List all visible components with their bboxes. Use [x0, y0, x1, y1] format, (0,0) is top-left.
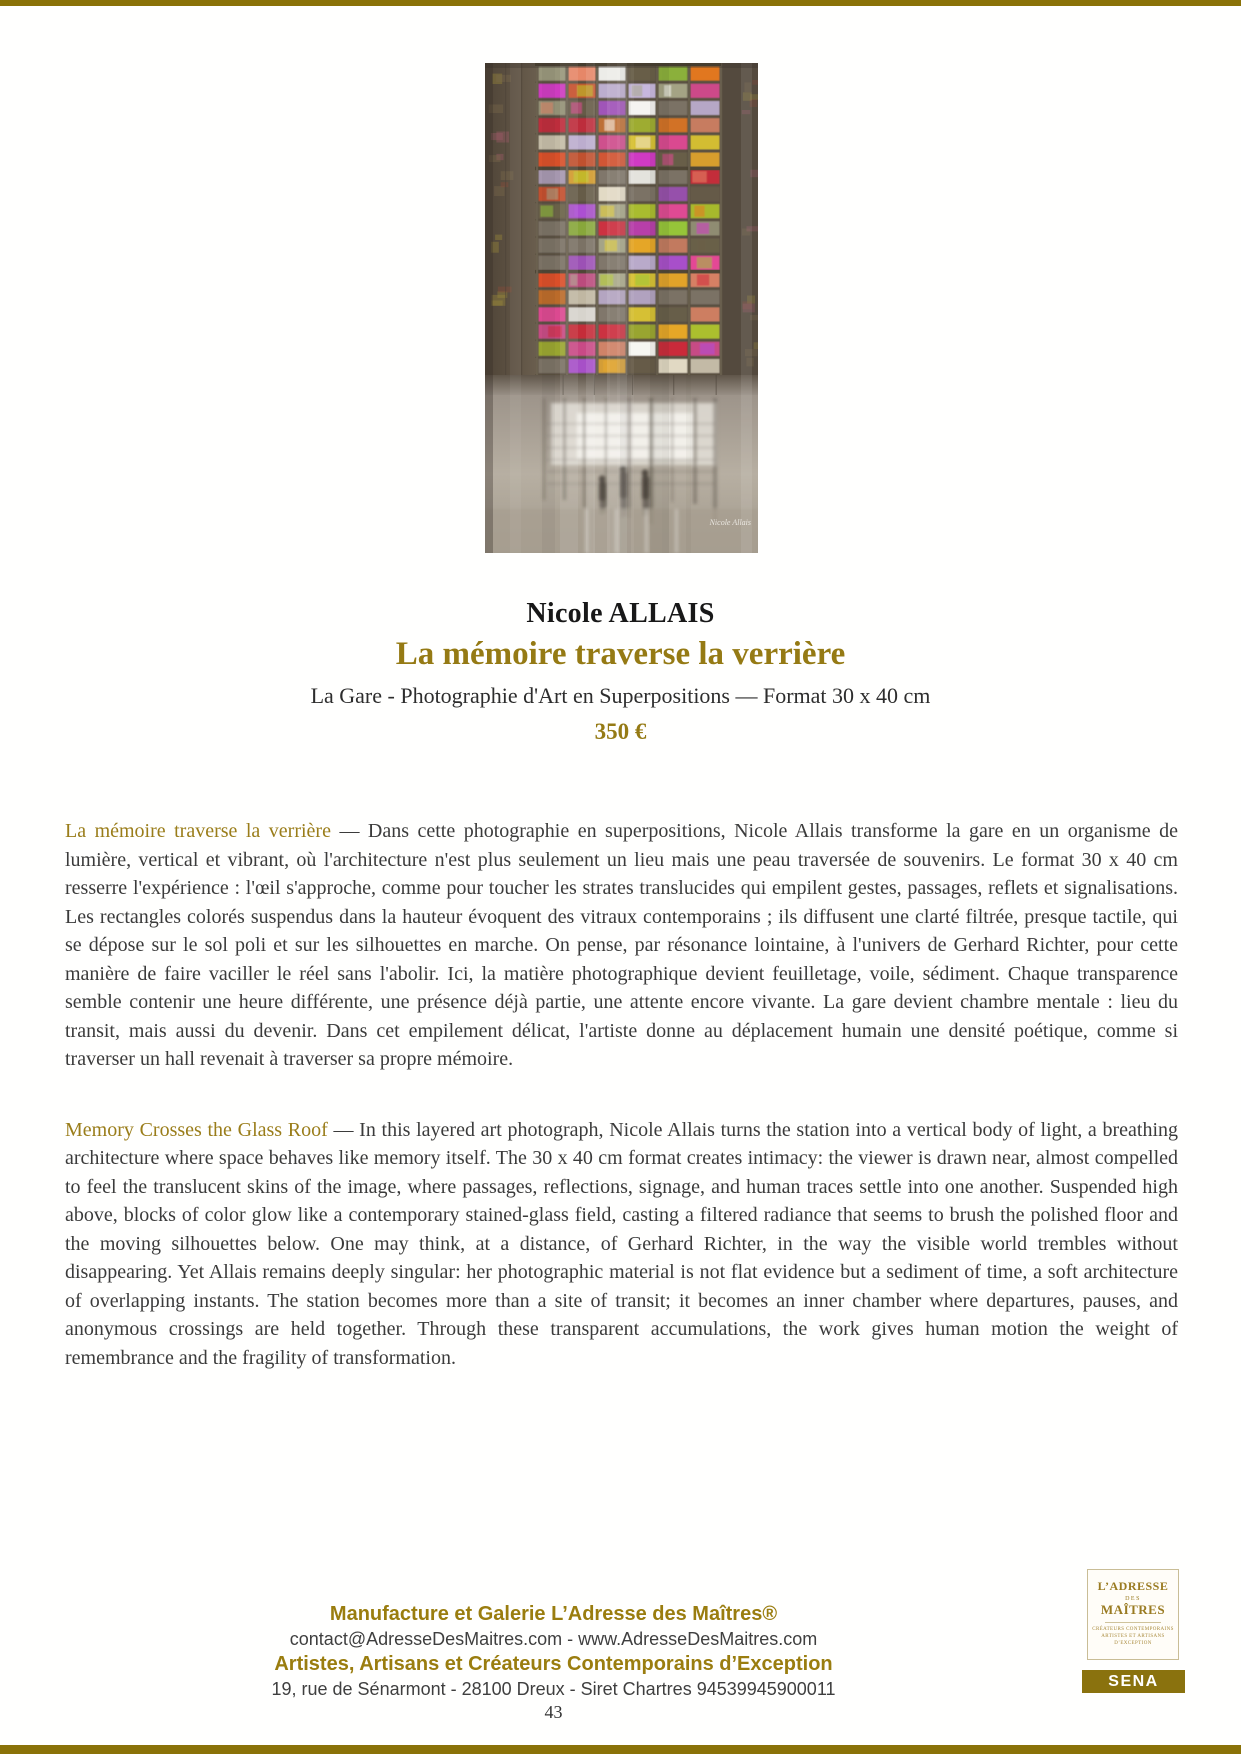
- logo-subline-3: D’EXCEPTION: [1114, 1641, 1152, 1646]
- logo-subline-2: ARTISTES ET ARTISANS: [1101, 1634, 1165, 1639]
- logo-line-des: DES: [1125, 1596, 1141, 1602]
- page-footer: [0, 1601, 1107, 1723]
- artwork-price: 350 €: [594, 719, 647, 744]
- footer-address: 19, rue de Sénarmont - 28100 Dreux - Siret Chartres 94539945900011: [271, 1679, 836, 1699]
- description-english-body: — In this layered art photograph, Nicole Allais turns the station into a vertical body of light, a breathing architecture where space behaves like memory itself. The 30 x 40 cm format creates intimacy: the viewer is drawn near, almost compelled to feel the translucent skins of the image, where passages, reflections, signage, and human traces settle into one another. Suspended high above, blocks of color glow like a contemporary stained-glass field, casting a filtered radiance that seems to brush the polished floor and the moving silhouettes below. One may think, at a distance, of Gerhard Richter, in the way the visible world trembles without disappearing. Yet Allais remains deeply singular: her photographic material is not flat evidence but a sediment of time, a soft architecture of overlapping instants. The station becomes more than a site of transit; it becomes an inner chamber where departures, pauses, and anonymous crossings are held together. Through these transparent accumulations, the work gives human motion the weight of remembrance and the fragility of transformation.: [65, 1118, 1178, 1369]
- artwork-title: La mémoire traverse la verrière: [395, 636, 846, 672]
- logo-subline-1: CRÉATEURS CONTEMPORAINS: [1092, 1627, 1174, 1632]
- page-top-border: [0, 0, 1241, 6]
- artwork-photo: [485, 63, 758, 553]
- photo-signature: Nicole Allais: [709, 518, 751, 527]
- footer-gallery-name: Manufacture et Galerie L’Adresse des Maîtres®: [329, 1603, 778, 1625]
- description-english: [65, 1116, 1178, 1373]
- gallery-logo: [1087, 1569, 1179, 1660]
- footer-tagline: Artistes, Artisans et Créateurs Contemporains d’Exception: [274, 1653, 833, 1675]
- logo-divider: [1105, 1622, 1161, 1623]
- sena-badge: SENA: [1082, 1670, 1185, 1693]
- footer-contact-separator: -: [562, 1629, 579, 1649]
- description-english-lead: Memory Crosses the Glass Roof: [65, 1118, 328, 1141]
- page-bottom-border: [0, 1745, 1241, 1754]
- description-block: [65, 817, 1178, 1414]
- footer-contact-line: [0, 1627, 1107, 1651]
- description-french: [65, 817, 1178, 1074]
- description-french-body: — Dans cette photographie en superpositions, Nicole Allais transforme la gare en un organisme de lumière, vertical et vibrant, où l'architecture n'est plus seulement un lieu mais une peau traversée de souvenirs. Le format 30 x 40 cm resserre l'expérience : l'œil s'approche, comme pour toucher les strates translucides qui empilent gestes, passages, reflets et signalisations. Les rectangles colorés suspendus dans la hauteur évoquent des vitraux contemporains ; ils diffusent une clarté filtrée, presque tactile, qui se dépose sur le sol poli et sur les silhouettes en marche. On pense, par résonance lointaine, à l'univers de Gerhard Richter, pour cette manière de faire vaciller le réel sans l'abolir. Ici, la matière photographique devient feuilletage, voile, sédiment. Chaque transparence semble contenir une heure différente, une présence déjà partie, une attente encore vivante. La gare devient chambre mentale : lieu du transit, mais aussi du devenir. Dans cet empilement délicat, l'artiste donne au déplacement humain une densité poétique, comme si traverser un hall revenait à traverser sa propre mémoire.: [65, 820, 1178, 1070]
- artwork-header: [0, 598, 1241, 745]
- logo-line-maitres: MAÎTRES: [1100, 1602, 1166, 1617]
- logo-line-adresse: L’ADRESSE: [1097, 1579, 1169, 1593]
- page-number: 43: [544, 1702, 563, 1722]
- artist-name: Nicole ALLAIS: [526, 598, 715, 629]
- artwork-subtitle: La Gare - Photographie d'Art en Superpositions — Format 30 x 40 cm: [310, 683, 931, 708]
- footer-website-link[interactable]: www.AdresseDesMaitres.com: [578, 1629, 818, 1649]
- description-french-lead: La mémoire traverse la verrière: [65, 820, 331, 842]
- artwork-photo-svg: [485, 63, 758, 553]
- footer-email-link[interactable]: contact@AdresseDesMaitres.com: [289, 1629, 563, 1649]
